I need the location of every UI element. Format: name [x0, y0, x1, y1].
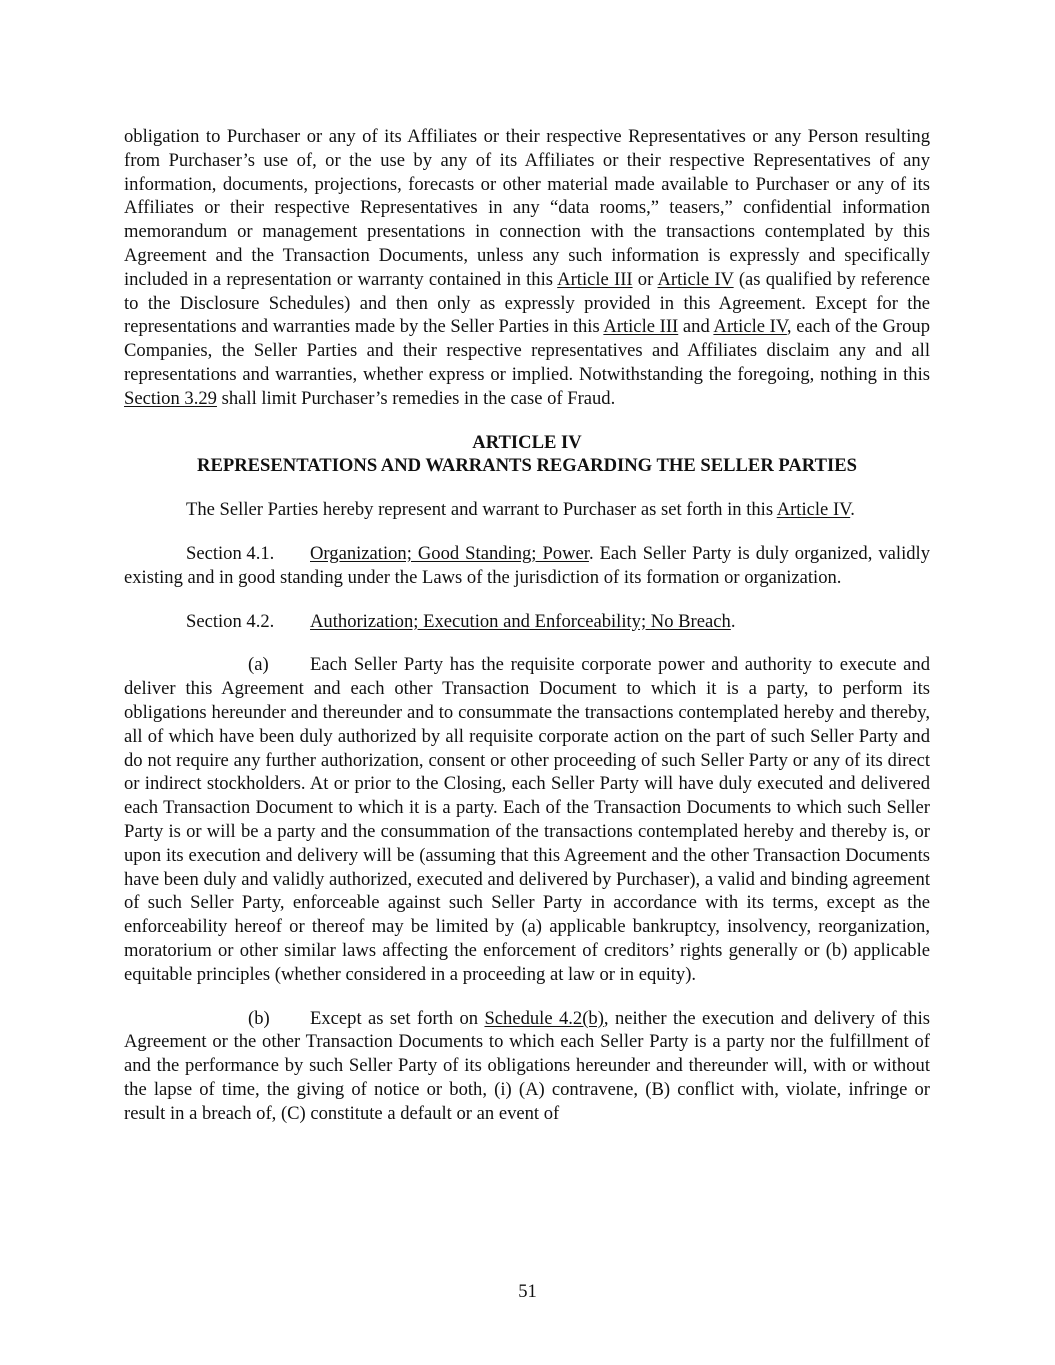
- section-4-2-heading: [124, 610, 930, 634]
- document-page: [124, 125, 930, 1125]
- section-number: Section 4.2.: [186, 610, 275, 632]
- article-iv-reference: Article IV: [776, 499, 851, 521]
- continuation-paragraph: [124, 125, 930, 411]
- paragraph-text: .: [850, 499, 855, 521]
- paragraph-text: Each Seller Party has the requisite corporate power and authority to execute and deliver this Agreement and each other Transaction Document to which it is a party, to perform its obligations hereunder and thereunder and to consummate the transactions contemplated hereby and thereby, all of which have been duly authorized by all requisite corporate action on the part of such Seller Party and do not require any further authorization, consent or other proceeding of such Seller Party or any of its direct or indirect stockholders. At or prior to the Closing, each Seller Party will have duly executed and delivered each Transaction Document to which it is a party. Each of the Transaction Documents to which such Seller Party is or will be a party and the consummation of the transactions contemplated hereby and thereby is, or upon its execution and delivery will be (assuming that this Agreement and the other Transaction Documents have been duly and validly authorized, executed and delivered by Purchaser), a valid and binding agreement of such Seller Party, enforceable against such Seller Party in accordance with its terms, except as the enforceability hereof or thereof may be limited by (a) applicable bankruptcy, insolvency, reorganization, moratorium or other similar laws affecting the enforcement of creditors’ rights generally or (b) applicable equitable principles (whether considered in a proceeding at law or in equity).: [124, 654, 930, 985]
- article-intro-paragraph: [124, 498, 930, 522]
- subsection-number: (a): [248, 654, 269, 676]
- paragraph-text: shall limit Purchaser’s remedies in the case of Fraud.: [216, 387, 616, 409]
- section-number: Section 4.1.: [186, 542, 275, 564]
- subsection-number: (b): [248, 1007, 270, 1029]
- paragraph-text: obligation to Purchaser or any of its Affiliates or their respective Representatives or any Person resulting from Purchaser’s use of, or the use by any of its Affiliates or their respective Representatives of any information, documents, projections, forecasts or other material made available to Purchaser or any of its Affiliates or their respective Representatives in any “data rooms,” teasers,” confidential information memorandum or management presentations in connection with the transactions contemplated by this Agreement and the Transaction Documents, unless any such information is expressly and specifically included in a representation or warranty contained in this: [124, 126, 930, 290]
- section-title: Organization; Good Standing; Power: [310, 542, 589, 564]
- article-iv-reference: Article IV: [713, 316, 787, 338]
- article-iii-reference: Article III: [557, 268, 633, 290]
- section-4-1-paragraph: [124, 542, 930, 590]
- paragraph-text: Except as set forth on: [310, 1007, 485, 1029]
- schedule-4-2-b-reference: Schedule 4.2(b): [484, 1007, 604, 1029]
- paragraph-text: . Each Seller Party is duly organized, validly existing and in good standing under the Laws of the jurisdiction of its formation or organization.: [124, 542, 930, 588]
- paragraph-text: .: [730, 610, 736, 632]
- paragraph-text: and: [678, 316, 714, 338]
- subsection-b-paragraph: [124, 1007, 930, 1126]
- subsection-a-paragraph: [124, 653, 930, 986]
- section-3-29-reference: Section 3.29: [124, 387, 217, 409]
- paragraph-text: , neither the execution and delivery of this Agreement or the other Transaction Documents to which each Seller Party is a party nor the fulfillment of and the performance by such Seller Party of its obligations hereunder and thereunder will, with or without the lapse of time, the giving of notice or both, (i) (A) contravene, (B) conflict with, violate, infringe or result in a breach of, (C) constitute a default or an event of: [124, 1007, 930, 1124]
- section-title: Authorization; Execution and Enforceability; No Breach: [310, 610, 731, 632]
- article-heading: [124, 431, 930, 479]
- paragraph-text: The Seller Parties hereby represent and warrant to Purchaser as set forth in this: [186, 499, 777, 521]
- article-number: ARTICLE IV: [472, 431, 582, 453]
- paragraph-text: or: [632, 268, 658, 290]
- article-title: REPRESENTATIONS AND WARRANTS REGARDING THE SELLER PARTIES: [197, 455, 857, 477]
- article-iii-reference: Article III: [603, 316, 679, 338]
- paragraph-text: (as qualified by reference to the Disclosure Schedules) and then only as expressly provided in this Agreement. Except for the representations and warranties made by the Seller Parties in this: [124, 268, 930, 338]
- paragraph-text: , each of the Group Companies, the Seller Parties and their respective representatives and Affiliates disclaim any and all representations and warranties, whether express or implied. Notwithstanding the foregoing, nothing in this: [124, 316, 930, 385]
- article-iv-reference: Article IV: [657, 268, 734, 290]
- page-number: 51: [518, 1281, 537, 1302]
